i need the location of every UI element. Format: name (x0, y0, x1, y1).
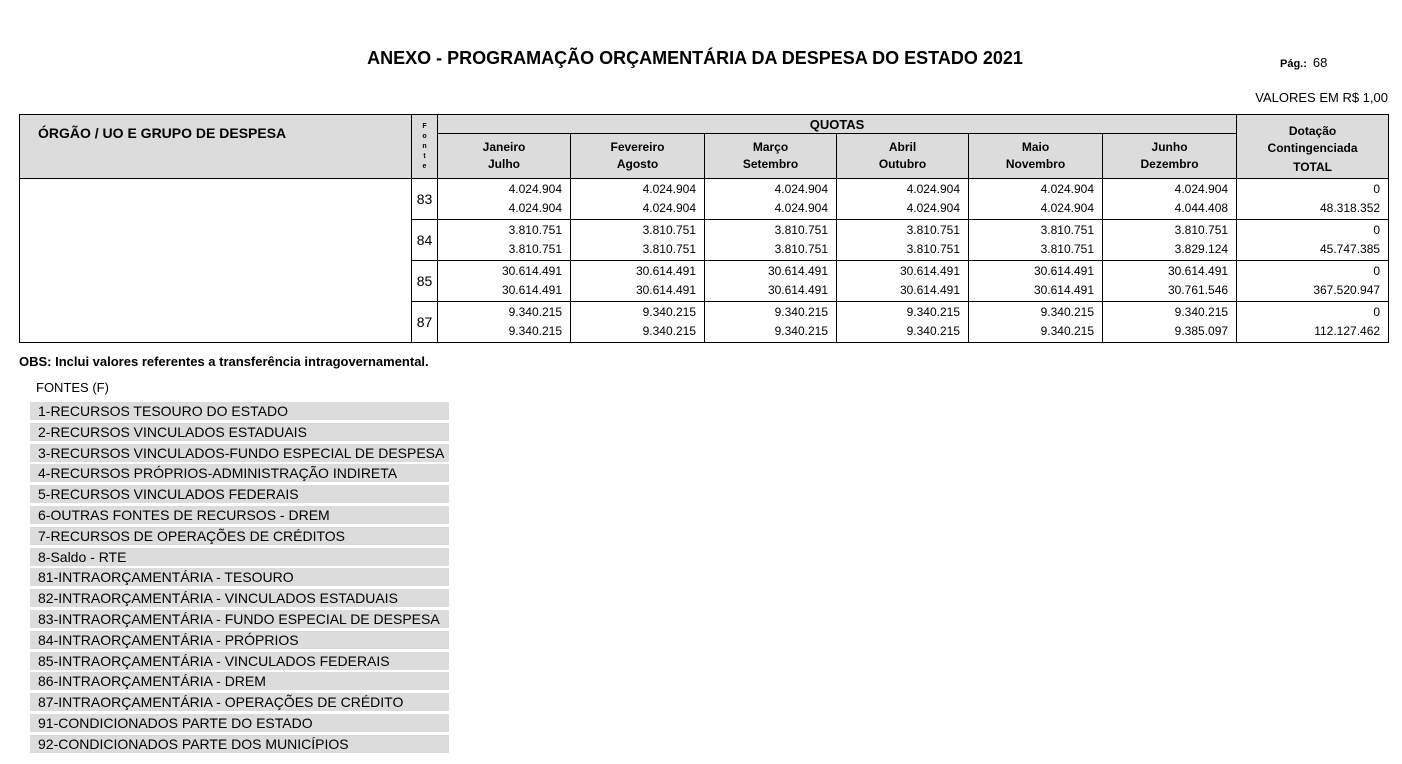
quota-value-top: 30.614.491 (501, 264, 562, 278)
quota-cell (837, 179, 969, 220)
fonte-list-item: 2-RECURSOS VINCULADOS ESTADUAIS (30, 423, 449, 441)
fonte-list-item: 81-INTRAORÇAMENTÁRIA - TESOURO (30, 568, 449, 586)
budget-table (19, 114, 1389, 343)
quota-cell (1103, 220, 1237, 261)
quota-value-bottom: 4.024.904 (1040, 201, 1094, 215)
fonte-list-item: 7-RECURSOS DE OPERAÇÕES DE CRÉDITOS (30, 527, 449, 545)
quota-value-top: 4.024.904 (1174, 182, 1229, 196)
quota-value-top: 9.340.215 (774, 305, 828, 319)
quota-cell (1103, 179, 1237, 220)
quota-cell (438, 179, 571, 220)
quota-value-top: 9.340.215 (1040, 305, 1094, 319)
quota-value-bottom: 3.810.751 (508, 242, 562, 256)
dotacao-cell (1237, 302, 1389, 343)
fonte-list-item: 8-Saldo - RTE (30, 548, 449, 566)
valores-note: VALORES EM R$ 1,00 (1255, 90, 1388, 105)
quota-value-top: 3.810.751 (508, 223, 562, 237)
month-bottom: Setembro (742, 157, 799, 171)
total-value: 112.127.462 (1314, 324, 1381, 338)
total-value: 45.747.385 (1320, 242, 1381, 256)
fonte-list-item: 86-INTRAORÇAMENTÁRIA - DREM (30, 672, 449, 690)
quota-value-bottom: 4.024.904 (774, 201, 828, 215)
dotacao-cell (1237, 261, 1389, 302)
quota-value-bottom: 4.024.904 (642, 201, 696, 215)
quota-cell (837, 302, 969, 343)
month-top: Maio (1021, 140, 1050, 154)
quota-value-bottom: 9.340.215 (1040, 324, 1094, 338)
month-bottom: Agosto (616, 157, 659, 171)
month-bottom: Novembro (1005, 157, 1066, 171)
quota-value-top: 9.340.215 (508, 305, 562, 319)
fontes-title: FONTES (F) (36, 380, 109, 395)
fonte-cell: 84 (412, 220, 438, 261)
page-label: Pág.: (1280, 58, 1307, 70)
quota-value-top: 9.340.215 (1174, 305, 1229, 319)
quota-cell (837, 261, 969, 302)
quota-value-bottom: 4.024.904 (906, 201, 960, 215)
fonte-letter: t (423, 152, 426, 160)
quota-value-top: 9.340.215 (642, 305, 696, 319)
fonte-letter: e (422, 162, 427, 170)
table-body (20, 179, 1389, 343)
fonte-cell: 87 (412, 302, 438, 343)
fonte-list-item: 1-RECURSOS TESOURO DO ESTADO (30, 402, 449, 420)
quota-value-bottom: 3.810.751 (906, 242, 960, 256)
quota-value-bottom: 30.614.491 (635, 283, 696, 297)
quota-value-bottom: 9.340.215 (774, 324, 828, 338)
fonte-list-item: 3-RECURSOS VINCULADOS-FUNDO ESPECIAL DE DESPESA (30, 444, 449, 462)
quota-value-bottom: 30.614.491 (501, 283, 562, 297)
fonte-list-item: 82-INTRAORÇAMENTÁRIA - VINCULADOS ESTADUAIS (30, 589, 449, 607)
dotacao-line2: Contingenciada (1267, 141, 1358, 155)
fonte-list-item: 5-RECURSOS VINCULADOS FEDERAIS (30, 485, 449, 503)
quota-cell (969, 179, 1103, 220)
month-top: Junho (1151, 140, 1188, 154)
quota-value-bottom: 3.810.751 (1040, 242, 1094, 256)
obs-note: OBS: Inclui valores referentes a transferência intragovernamental. (19, 354, 429, 369)
fonte-list-item: 6-OUTRAS FONTES DE RECURSOS - DREM (30, 506, 449, 524)
document-title (0, 48, 1390, 69)
contingenciada-value: 0 (1373, 182, 1381, 196)
quota-value-top: 30.614.491 (1033, 264, 1094, 278)
quota-value-top: 4.024.904 (906, 182, 960, 196)
quota-cell (571, 220, 705, 261)
quota-value-bottom: 9.385.097 (1174, 324, 1229, 338)
quota-cell (837, 220, 969, 261)
quota-cell (705, 261, 837, 302)
quota-value-bottom: 30.761.546 (1168, 283, 1229, 297)
quota-value-top: 4.024.904 (774, 182, 828, 196)
total-value: 48.318.352 (1320, 201, 1381, 215)
month-top: Março (752, 140, 789, 154)
quota-value-top: 4.024.904 (642, 182, 696, 196)
orgao-header: ÓRGÃO / UO E GRUPO DE DESPESA (20, 115, 412, 179)
month-bottom: Dezembro (1140, 157, 1199, 171)
quota-cell (705, 220, 837, 261)
page-number: 68 (1312, 55, 1328, 70)
quota-value-top: 30.614.491 (899, 264, 960, 278)
quota-cell (438, 261, 571, 302)
fonte-list-item: 85-INTRAORÇAMENTÁRIA - VINCULADOS FEDERAIS (30, 652, 449, 670)
fonte-list-item: 87-INTRAORÇAMENTÁRIA - OPERAÇÕES DE CRÉDITO (30, 693, 449, 711)
quota-value-top: 30.614.491 (1168, 264, 1229, 278)
fonte-list-item: 92-CONDICIONADOS PARTE DOS MUNICÍPIOS (30, 735, 449, 753)
quota-cell (969, 220, 1103, 261)
month-header (705, 134, 837, 179)
fonte-list-item: 83-INTRAORÇAMENTÁRIA - FUNDO ESPECIAL DE DESPESA (30, 610, 449, 628)
quota-value-bottom: 30.614.491 (767, 283, 828, 297)
quota-value-bottom: 3.829.124 (1174, 242, 1229, 256)
quota-cell (438, 220, 571, 261)
month-header (438, 134, 571, 179)
dotacao-cell (1237, 220, 1389, 261)
quota-value-top: 3.810.751 (1040, 223, 1094, 237)
fontes-list (30, 402, 449, 756)
quota-value-top: 3.810.751 (642, 223, 696, 237)
document-title-text: ANEXO - PROGRAMAÇÃO ORÇAMENTÁRIA DA DESPESA DO ESTADO 2021 (367, 48, 1023, 68)
contingenciada-value: 0 (1373, 305, 1381, 319)
quota-cell (1103, 302, 1237, 343)
month-header (837, 134, 969, 179)
quotas-header: QUOTAS (438, 115, 1237, 134)
quota-value-top: 30.614.491 (635, 264, 696, 278)
contingenciada-value: 0 (1373, 223, 1381, 237)
quota-value-bottom: 9.340.215 (906, 324, 960, 338)
page-indicator (1280, 55, 1327, 70)
orgao-cell (20, 179, 412, 343)
dotacao-header (1237, 115, 1389, 179)
dotacao-line1: Dotação (1288, 124, 1337, 138)
month-top: Abril (888, 140, 917, 154)
quota-value-top: 3.810.751 (906, 223, 960, 237)
quota-value-bottom: 3.810.751 (642, 242, 696, 256)
month-bottom: Julho (488, 157, 520, 171)
quota-cell (969, 261, 1103, 302)
fonte-letter: o (422, 132, 427, 140)
fonte-cell: 83 (412, 179, 438, 220)
quota-value-bottom: 30.614.491 (1033, 283, 1094, 297)
month-header (571, 134, 705, 179)
quota-value-top: 4.024.904 (508, 182, 562, 196)
fonte-cell: 85 (412, 261, 438, 302)
month-bottom: Outubro (878, 157, 927, 171)
quota-value-top: 4.024.904 (1040, 182, 1094, 196)
fonte-list-item: 84-INTRAORÇAMENTÁRIA - PRÓPRIOS (30, 631, 449, 649)
quota-cell (438, 302, 571, 343)
fonte-letter: n (422, 142, 427, 150)
quota-value-top: 30.614.491 (767, 264, 828, 278)
quota-cell (1103, 261, 1237, 302)
quota-value-top: 3.810.751 (1174, 223, 1229, 237)
quota-value-top: 3.810.751 (774, 223, 828, 237)
fonte-letter: F (422, 122, 427, 130)
fonte-header (412, 115, 438, 179)
table-row (20, 179, 1389, 220)
quota-cell (705, 302, 837, 343)
fonte-list-item: 91-CONDICIONADOS PARTE DO ESTADO (30, 714, 449, 732)
month-top: Fevereiro (610, 140, 665, 154)
quota-cell (969, 302, 1103, 343)
fonte-list-item: 4-RECURSOS PRÓPRIOS-ADMINISTRAÇÃO INDIRETA (30, 464, 449, 482)
quota-value-bottom: 3.810.751 (774, 242, 828, 256)
dotacao-line3: TOTAL (1293, 160, 1332, 174)
quota-cell (571, 179, 705, 220)
month-top: Janeiro (482, 140, 526, 154)
quota-value-bottom: 9.340.215 (508, 324, 562, 338)
quota-cell (571, 302, 705, 343)
quota-value-top: 9.340.215 (906, 305, 960, 319)
quota-value-bottom: 4.044.408 (1174, 201, 1229, 215)
month-header (969, 134, 1103, 179)
quota-value-bottom: 30.614.491 (899, 283, 960, 297)
total-value: 367.520.947 (1313, 283, 1381, 297)
quota-value-bottom: 4.024.904 (508, 201, 562, 215)
quota-cell (705, 179, 837, 220)
contingenciada-value: 0 (1373, 264, 1381, 278)
quota-value-bottom: 9.340.215 (642, 324, 696, 338)
quota-cell (571, 261, 705, 302)
month-header (1103, 134, 1237, 179)
dotacao-cell (1237, 179, 1389, 220)
